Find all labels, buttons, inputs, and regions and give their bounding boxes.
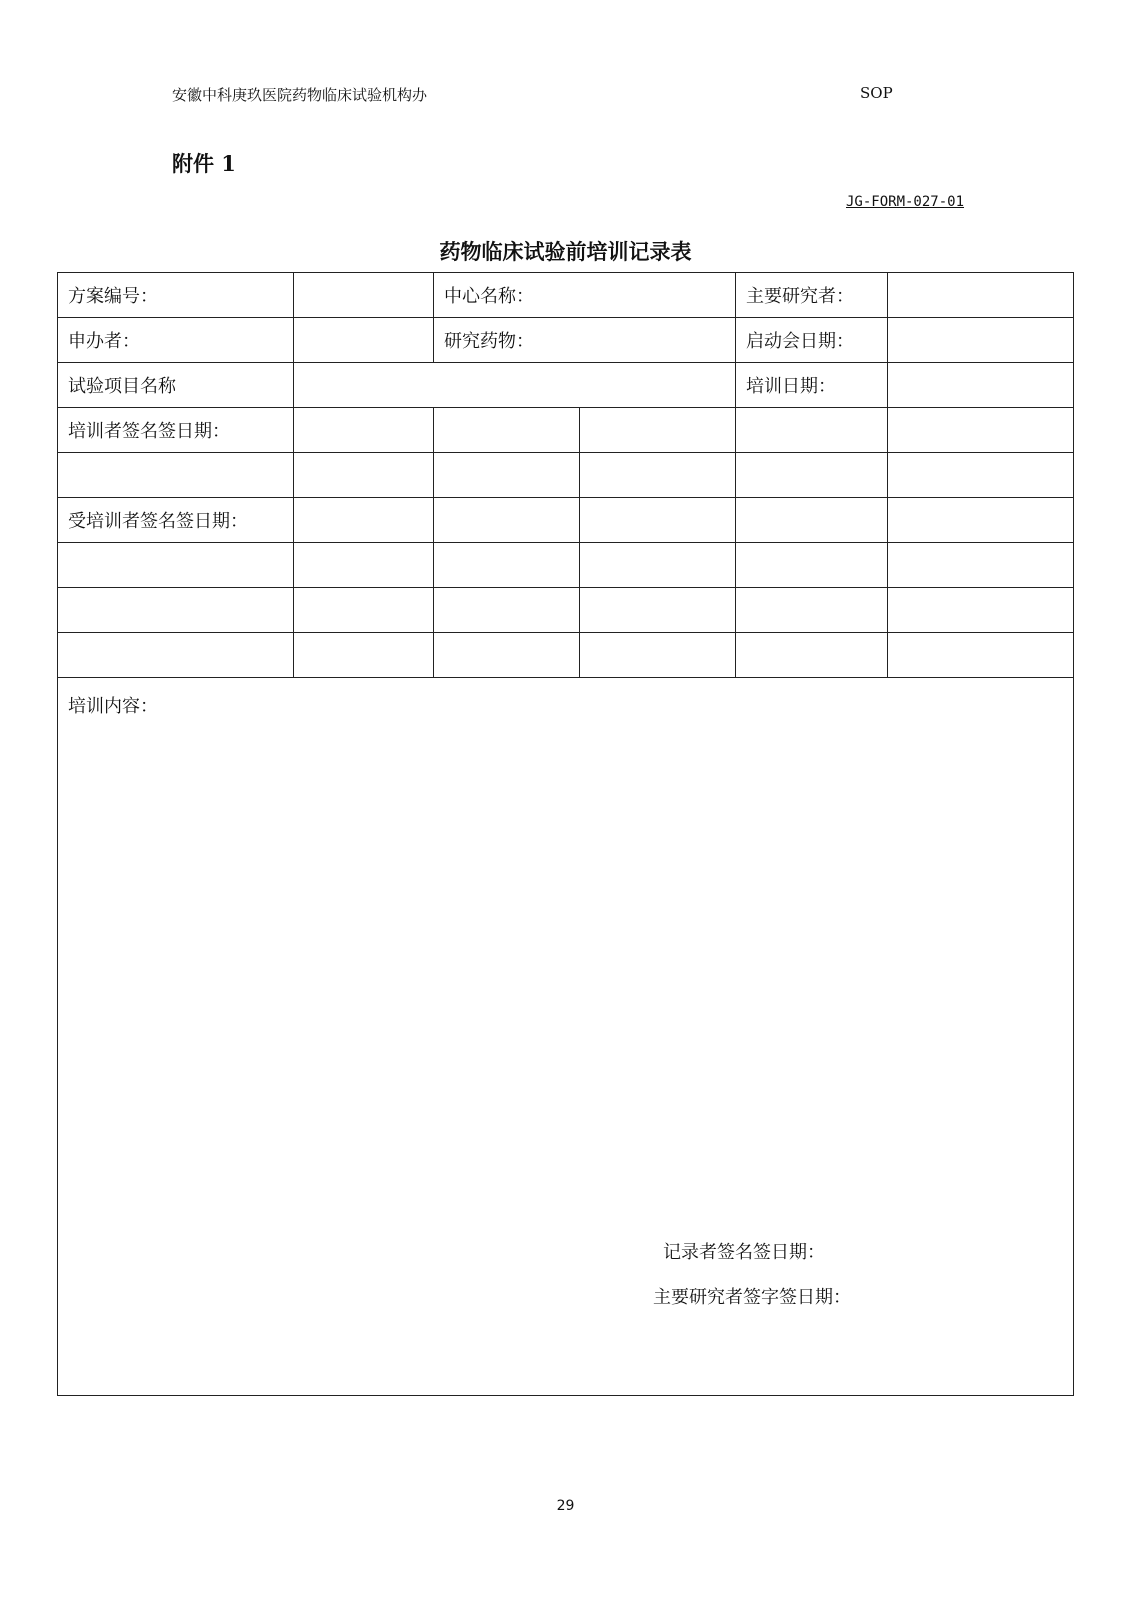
signature-cell[interactable] xyxy=(736,588,888,633)
signature-cell[interactable] xyxy=(58,588,294,633)
form-title: 药物临床试验前培训记录表 xyxy=(439,239,692,264)
signature-cell[interactable] xyxy=(294,633,434,678)
signature-cell[interactable] xyxy=(736,453,888,498)
header-organization: 安徽中科庚玖医院药物临床试验机构办 xyxy=(172,86,428,104)
study-drug-label: 研究药物： xyxy=(434,318,736,363)
project-name-label: 试验项目名称 xyxy=(58,363,294,408)
center-name-label: 中心名称： xyxy=(434,273,736,318)
signature-cell[interactable] xyxy=(888,633,1074,678)
table-row xyxy=(58,453,1074,498)
attachment-label: 附件 1 xyxy=(172,151,236,176)
table-row xyxy=(58,273,1074,318)
signature-cell[interactable] xyxy=(294,498,434,543)
table-row xyxy=(58,318,1074,363)
signature-cell[interactable] xyxy=(736,408,888,453)
signature-cell[interactable] xyxy=(580,408,736,453)
recorder-signature-label: 记录者签名签日期： xyxy=(663,1242,825,1263)
signature-cell[interactable] xyxy=(434,633,580,678)
training-record-table xyxy=(57,272,1074,1396)
trainee-sign-label: 受培训者签名签日期： xyxy=(58,498,294,543)
signature-cell[interactable] xyxy=(580,588,736,633)
training-content-label: 培训内容： xyxy=(68,696,158,717)
table-row xyxy=(58,543,1074,588)
signature-cell[interactable] xyxy=(580,633,736,678)
signature-cell[interactable] xyxy=(736,543,888,588)
training-content-area[interactable] xyxy=(58,678,1074,1396)
signature-cell[interactable] xyxy=(58,633,294,678)
signature-cell[interactable] xyxy=(888,408,1074,453)
pi-label: 主要研究者： xyxy=(736,273,888,318)
training-date-field[interactable] xyxy=(888,363,1074,408)
signature-cell[interactable] xyxy=(888,588,1074,633)
signature-cell[interactable] xyxy=(736,498,888,543)
signature-cell[interactable] xyxy=(580,453,736,498)
signature-cell[interactable] xyxy=(58,543,294,588)
table-row xyxy=(58,498,1074,543)
table-row xyxy=(58,678,1074,1396)
signature-cell[interactable] xyxy=(294,453,434,498)
signature-cell[interactable] xyxy=(434,453,580,498)
signature-cell[interactable] xyxy=(736,633,888,678)
pi-signature-label: 主要研究者签字签日期： xyxy=(653,1287,851,1308)
kickoff-date-field[interactable] xyxy=(888,318,1074,363)
protocol-no-label: 方案编号： xyxy=(58,273,294,318)
sponsor-field[interactable] xyxy=(294,318,434,363)
signature-cell[interactable] xyxy=(580,543,736,588)
signature-cell[interactable] xyxy=(294,543,434,588)
training-date-label: 培训日期： xyxy=(736,363,888,408)
kickoff-date-label: 启动会日期： xyxy=(736,318,888,363)
table-row xyxy=(58,408,1074,453)
form-code: JG-FORM-027-01 xyxy=(846,194,965,210)
table-row xyxy=(58,363,1074,408)
signature-cell[interactable] xyxy=(58,453,294,498)
signature-cell[interactable] xyxy=(294,408,434,453)
table-row xyxy=(58,588,1074,633)
header-doc-type: SOP xyxy=(860,84,893,102)
table-row xyxy=(58,633,1074,678)
page-number: 29 xyxy=(556,1498,575,1514)
signature-cell[interactable] xyxy=(434,408,580,453)
signature-cell[interactable] xyxy=(294,588,434,633)
signature-cell[interactable] xyxy=(888,543,1074,588)
sponsor-label: 申办者： xyxy=(58,318,294,363)
signature-cell[interactable] xyxy=(434,543,580,588)
signature-cell[interactable] xyxy=(434,588,580,633)
project-name-field[interactable] xyxy=(294,363,736,408)
signature-cell[interactable] xyxy=(888,453,1074,498)
signature-cell[interactable] xyxy=(580,498,736,543)
pi-field[interactable] xyxy=(888,273,1074,318)
protocol-no-field[interactable] xyxy=(294,273,434,318)
signature-cell[interactable] xyxy=(434,498,580,543)
trainer-sign-label: 培训者签名签日期： xyxy=(58,408,294,453)
signature-cell[interactable] xyxy=(888,498,1074,543)
